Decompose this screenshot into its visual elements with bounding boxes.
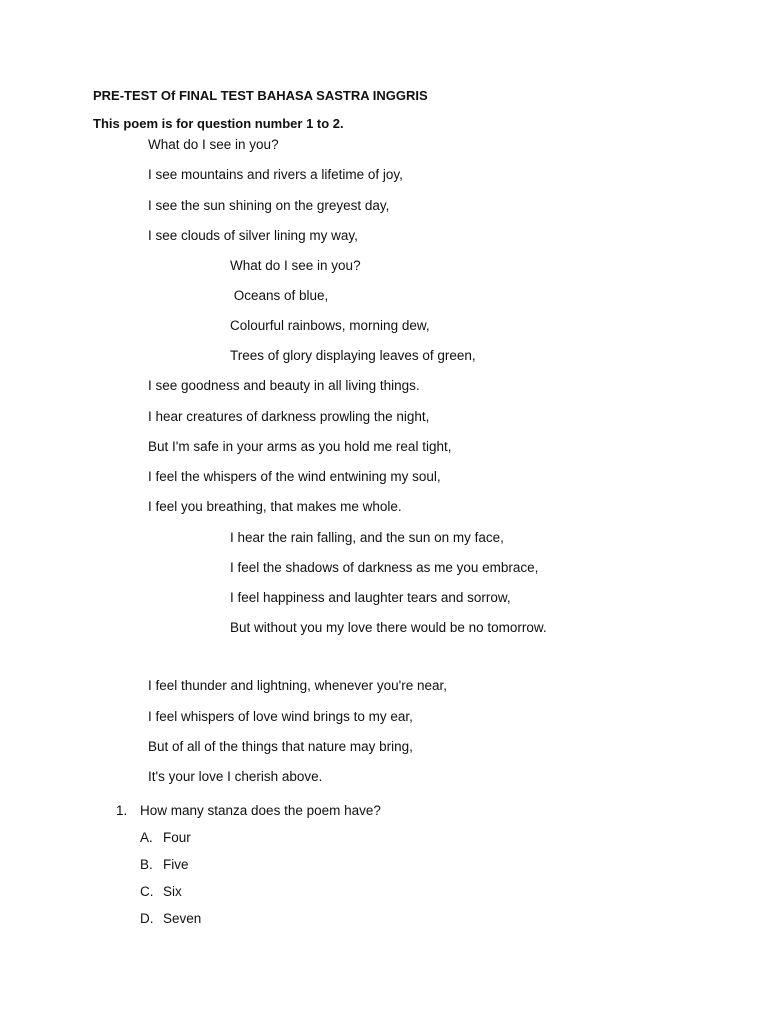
option-text: Five	[163, 857, 189, 872]
question-text: How many stanza does the poem have?	[140, 803, 381, 818]
poem-line: But of all of the things that nature may bring,	[148, 739, 413, 754]
option-text: Four	[163, 830, 191, 845]
option-letter: D.	[140, 911, 154, 926]
poem-line: Colourful rainbows, morning dew,	[230, 318, 430, 333]
poem-line: But without you my love there would be no tomorrow.	[230, 620, 547, 635]
option-letter: A.	[140, 830, 153, 845]
poem-line: I see clouds of silver lining my way,	[148, 228, 358, 243]
option-letter: C.	[140, 884, 154, 899]
poem-line: I feel the whispers of the wind entwining my soul,	[148, 469, 441, 484]
poem-line: I feel happiness and laughter tears and sorrow,	[230, 590, 511, 605]
option-letter: B.	[140, 857, 153, 872]
poem-line: But I'm safe in your arms as you hold me real tight,	[148, 439, 452, 454]
poem-line: What do I see in you?	[148, 137, 279, 152]
poem-line: Trees of glory displaying leaves of green,	[230, 348, 476, 363]
poem-line: Oceans of blue,	[230, 288, 329, 303]
poem-line: It's your love I cherish above.	[148, 769, 323, 784]
option-text: Six	[163, 884, 182, 899]
poem-line: I feel you breathing, that makes me whole.	[148, 499, 402, 514]
poem-line: I hear the rain falling, and the sun on my face,	[230, 530, 504, 545]
poem-line: I hear creatures of darkness prowling the night,	[148, 409, 430, 424]
poem-line: I feel whispers of love wind brings to my ear,	[148, 709, 413, 724]
document-title: PRE-TEST Of FINAL TEST BAHASA SASTRA INGGRIS	[93, 88, 428, 103]
option-text: Seven	[163, 911, 202, 926]
poem-line: I see mountains and rivers a lifetime of joy,	[148, 167, 403, 182]
question-number: 1.	[116, 803, 128, 818]
poem-line: I see the sun shining on the greyest day,	[148, 198, 390, 213]
poem-line: I see goodness and beauty in all living things.	[148, 378, 420, 393]
poem-line: I feel the shadows of darkness as me you embrace,	[230, 560, 539, 575]
poem-line: I feel thunder and lightning, whenever you're near,	[148, 678, 448, 693]
poem-line: What do I see in you?	[230, 258, 361, 273]
poem-intro: This poem is for question number 1 to 2.	[93, 116, 344, 131]
